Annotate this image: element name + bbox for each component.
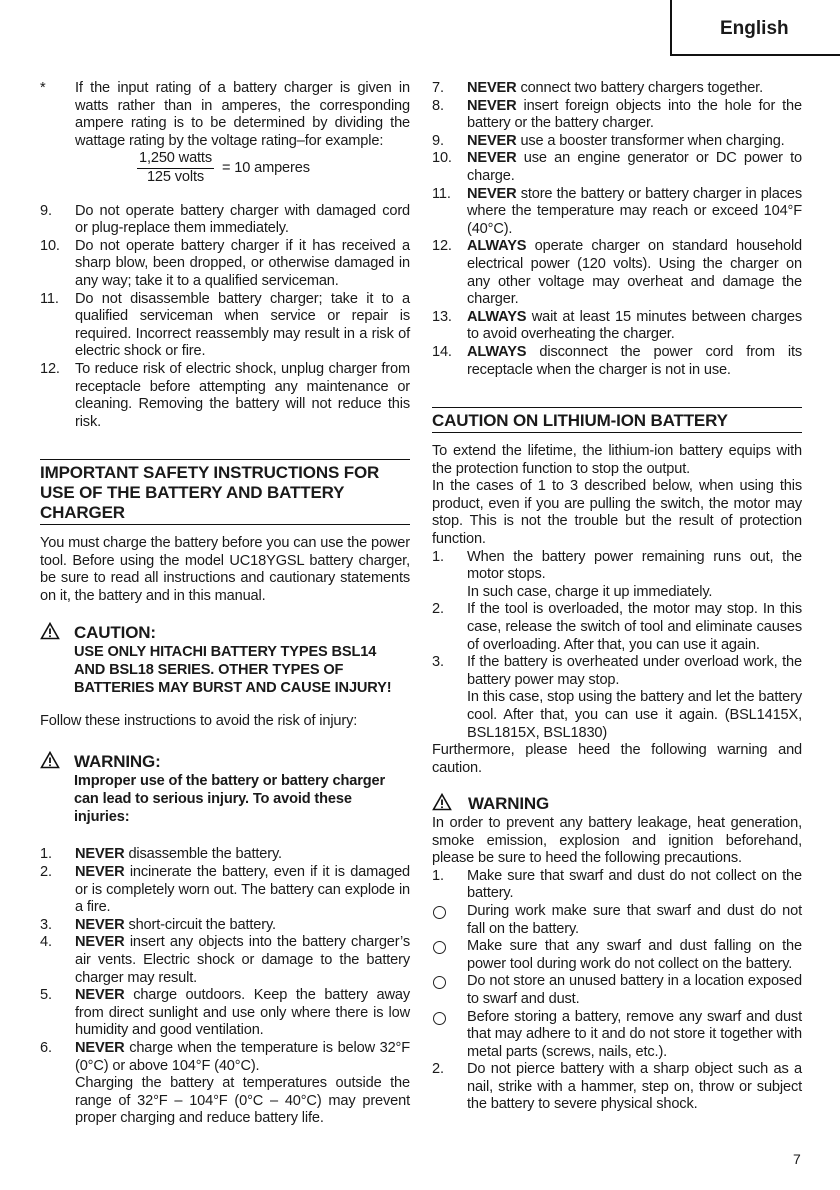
list-item (432, 868, 802, 903)
item-text: Do not disassemble battery charger; take it to a qualified serviceman when service or repair is required. Incorrect reassembly may result in a risk of electric shock or fire. (75, 290, 410, 360)
item-keyword: ALWAYS (467, 308, 527, 325)
item-text: operate charger on standard household electrical power (120 volts). Using the charger on any other voltage may overheat and damage the charger. (467, 238, 803, 308)
item-number: 6. (40, 1039, 52, 1056)
caution-title: CAUTION: (74, 622, 156, 642)
list-item (432, 344, 802, 379)
item-text: incinerate the battery, even if it is damaged or is completely worn out. The battery can explode in a fire. (75, 864, 411, 916)
item-keyword: ALWAYS (467, 238, 527, 255)
bullet-text: Do not store an unused battery in a location exposed to swarf and dust. (467, 973, 802, 1007)
item-number: 4. (40, 934, 52, 951)
bullet-text: Make sure that any swarf and dust falling on the power tool during work do not collect on the battery. (467, 938, 802, 972)
list-item (40, 934, 410, 987)
section-title-lithium: CAUTION ON LITHIUM-ION BATTERY (432, 407, 802, 433)
formula-result: = 10 amperes (222, 159, 310, 176)
item-number: 3. (40, 916, 52, 933)
item-number: 2. (432, 601, 444, 618)
item-text: charge outdoors. Keep the battery away from direct sunlight and use only where there is low humidity and good ventilation. (75, 987, 410, 1039)
note-text: If the input rating of a battery charger is given in watts rather than in amperes, the corresponding ampere rating is to be determined by dividing the wattage rating by the voltage rating–for example: (75, 80, 410, 149)
item-number: 7. (432, 80, 444, 96)
list-item (40, 864, 410, 917)
warning-title: WARNING: (74, 751, 161, 771)
list-item (432, 549, 802, 602)
item-number: 1. (432, 867, 444, 884)
formula-denominator: 125 volts (146, 168, 205, 185)
item-number: 1. (40, 846, 52, 863)
item-keyword: NEVER (75, 846, 125, 863)
warning-triangle-icon (40, 751, 62, 773)
right-column (432, 80, 802, 1114)
language-label: English (720, 18, 789, 39)
item-keyword: NEVER (75, 864, 125, 881)
warning-triangle-icon (432, 793, 454, 815)
item-text: charge when the temperature is below 32°F (0°C) or above 104°F (40°C). (75, 1039, 410, 1074)
circle-bullet-icon (432, 938, 467, 973)
lithium-warning-title: WARNING (468, 794, 550, 814)
lithium-intro-1: To extend the lifetime, the lithium-ion battery equips with the protection function to stop the output. (432, 443, 802, 477)
bullet-text: During work make sure that swarf and dust do not fall on the battery. (467, 902, 802, 937)
item-text: Do not pierce battery with a sharp object such as a nail, strike with a hammer, step on, throw or subject the battery to severe physical shock. (467, 1061, 802, 1113)
list-item (432, 1061, 802, 1114)
item-text: wait at least 15 minutes between charges to avoid overheating the charger. (467, 308, 802, 343)
item-text: Do not operate battery charger if it has received a sharp blow, been dropped, or otherwise damaged in any way; take it to a qualified serviceman. (75, 237, 410, 289)
item-number: 5. (40, 987, 52, 1004)
list-item (432, 654, 802, 742)
item-text: short-circuit the battery. (128, 916, 276, 933)
item-text: use an engine generator or DC power to charge. (467, 150, 802, 184)
caution-heading (40, 622, 410, 644)
list-item (40, 917, 410, 935)
circle-bullet-icon (432, 903, 467, 938)
item-keyword: NEVER (75, 934, 125, 951)
warning-triangle-icon (40, 622, 62, 644)
item-number: 12. (40, 360, 60, 377)
item-text: disconnect the power cord from its receptacle when the charger is not in use. (467, 343, 802, 378)
item-keyword: NEVER (467, 97, 517, 114)
bullet-item (432, 903, 802, 938)
item-keyword: NEVER (75, 1039, 125, 1056)
intro-paragraph: You must charge the battery before you can use the power tool. Before using the model UC18YGSL battery charger, be sure to read all instructions and cautionary statements on it, the battery and in this manual. (40, 535, 410, 605)
language-tab (670, 0, 840, 56)
formula-numerator: 1,250 watts (137, 150, 214, 169)
list-item (40, 291, 410, 361)
item-number: 9. (432, 132, 444, 149)
item-extra-text: In such case, charge it up immediately. (467, 583, 713, 600)
item-text: When the battery power remaining runs out, the motor stops. (467, 548, 802, 583)
lithium-intro-2: In the cases of 1 to 3 described below, when using this product, even if you are pulling the switch, the motor may stop. This is not the trouble but the result of protection function. (432, 478, 802, 548)
list-item (432, 186, 802, 239)
item-number: 11. (40, 290, 59, 307)
item-number: 1. (432, 548, 444, 565)
item-keyword: ALWAYS (467, 343, 527, 360)
wattage-note (40, 80, 410, 150)
item-number: 13. (432, 308, 452, 325)
bullet-item (432, 1009, 802, 1062)
circle-bullet-icon (432, 1009, 467, 1062)
item-text: If the battery is overheated under overload work, the battery power may stop. (467, 654, 802, 688)
section-title-safety: IMPORTANT SAFETY INSTRUCTIONS FOR USE OF THE BATTERY AND BATTERY CHARGER (40, 459, 410, 525)
page-number: 7 (793, 1151, 801, 1167)
lithium-warning-heading (432, 793, 802, 815)
item-text: Make sure that swarf and dust do not collect on the battery. (467, 867, 802, 902)
warning-body: Improper use of the battery or battery charger can lead to serious injury. To avoid these injuries: (74, 773, 385, 826)
list-item (432, 80, 802, 98)
item-text: Do not operate battery charger with damaged cord or plug-replace them immediately. (75, 202, 410, 237)
item-keyword: NEVER (75, 987, 125, 1004)
wattage-formula (137, 150, 410, 186)
item-text: store the battery or battery charger in places where the temperature may reach or exceed 104°F (40°C). (467, 185, 802, 237)
list-item (40, 203, 410, 238)
bullet-item (432, 973, 802, 1008)
item-number: 3. (432, 654, 444, 671)
bullet-item (432, 938, 802, 973)
item-number: 2. (432, 1061, 444, 1078)
item-number: 10. (40, 237, 60, 254)
item-number: 2. (40, 864, 52, 881)
list-item (432, 601, 802, 654)
item-text: To reduce risk of electric shock, unplug charger from receptacle before attempting any maintenance or cleaning. Removing the battery will not reduce this risk. (75, 360, 410, 430)
item-text: disassemble the battery. (128, 846, 282, 863)
list-item (40, 1040, 410, 1128)
list-item (432, 309, 802, 344)
lithium-warning-body: In order to prevent any battery leakage, heat generation, smoke emission, explosion and ignition beforehand, please be sure to heed the following precautions. (432, 814, 802, 867)
item-number: 14. (432, 343, 452, 360)
bullet-text: Before storing a battery, remove any swarf and dust that may adhere to it and do not store it together with metal parts (screws, nails, etc.). (467, 1008, 802, 1060)
item-number: 9. (40, 202, 52, 219)
item-number: 10. (432, 150, 452, 167)
item-text: connect two battery chargers together. (520, 80, 763, 96)
item-keyword: NEVER (467, 132, 517, 149)
item-keyword: NEVER (467, 80, 517, 96)
list-item (40, 846, 410, 864)
item-text: use a booster transformer when charging. (520, 132, 785, 149)
item-text: insert any objects into the battery charger’s air vents. Electric shock or damage to the battery charger may result. (75, 934, 411, 986)
list-item (40, 987, 410, 1040)
item-keyword: NEVER (467, 150, 517, 167)
warning-heading (40, 751, 410, 773)
caution-body: USE ONLY HITACHI BATTERY TYPES BSL14 AND BSL18 SERIES. OTHER TYPES OF BATTERIES MAY BURST AND CAUSE INJURY! (74, 644, 392, 697)
item-keyword: NEVER (467, 185, 517, 202)
item-extra-text: Charging the battery at temperatures outside the range of 32°F – 104°F (0°C – 40°C) may prevent proper charging and reduce battery life. (75, 1075, 410, 1127)
list-item (432, 238, 802, 308)
item-number: 11. (432, 185, 451, 202)
item-text: insert foreign objects into the hole for the battery or the battery charger. (467, 97, 802, 132)
circle-bullet-icon (432, 973, 467, 1008)
list-item (40, 238, 410, 291)
list-item (432, 98, 802, 133)
furthermore-text: Furthermore, please heed the following warning and caution. (432, 742, 802, 776)
item-extra-text: In this case, stop using the battery and let the battery cool. After that, you can use it again. (BSL1415X, BSL1815X, BSL1830) (467, 689, 802, 741)
item-number: 12. (432, 238, 452, 255)
item-keyword: NEVER (75, 916, 125, 933)
follow-instructions: Follow these instructions to avoid the risk of injury: (40, 713, 358, 730)
list-item (432, 150, 802, 185)
note-mark: * (40, 80, 46, 96)
item-text: If the tool is overloaded, the motor may stop. In this case, release the switch of tool and eliminate causes of overloading. After that, you can use it again. (467, 601, 802, 653)
list-item (40, 361, 410, 431)
left-column (40, 80, 410, 1128)
list-item (432, 133, 802, 151)
item-number: 8. (432, 97, 444, 114)
